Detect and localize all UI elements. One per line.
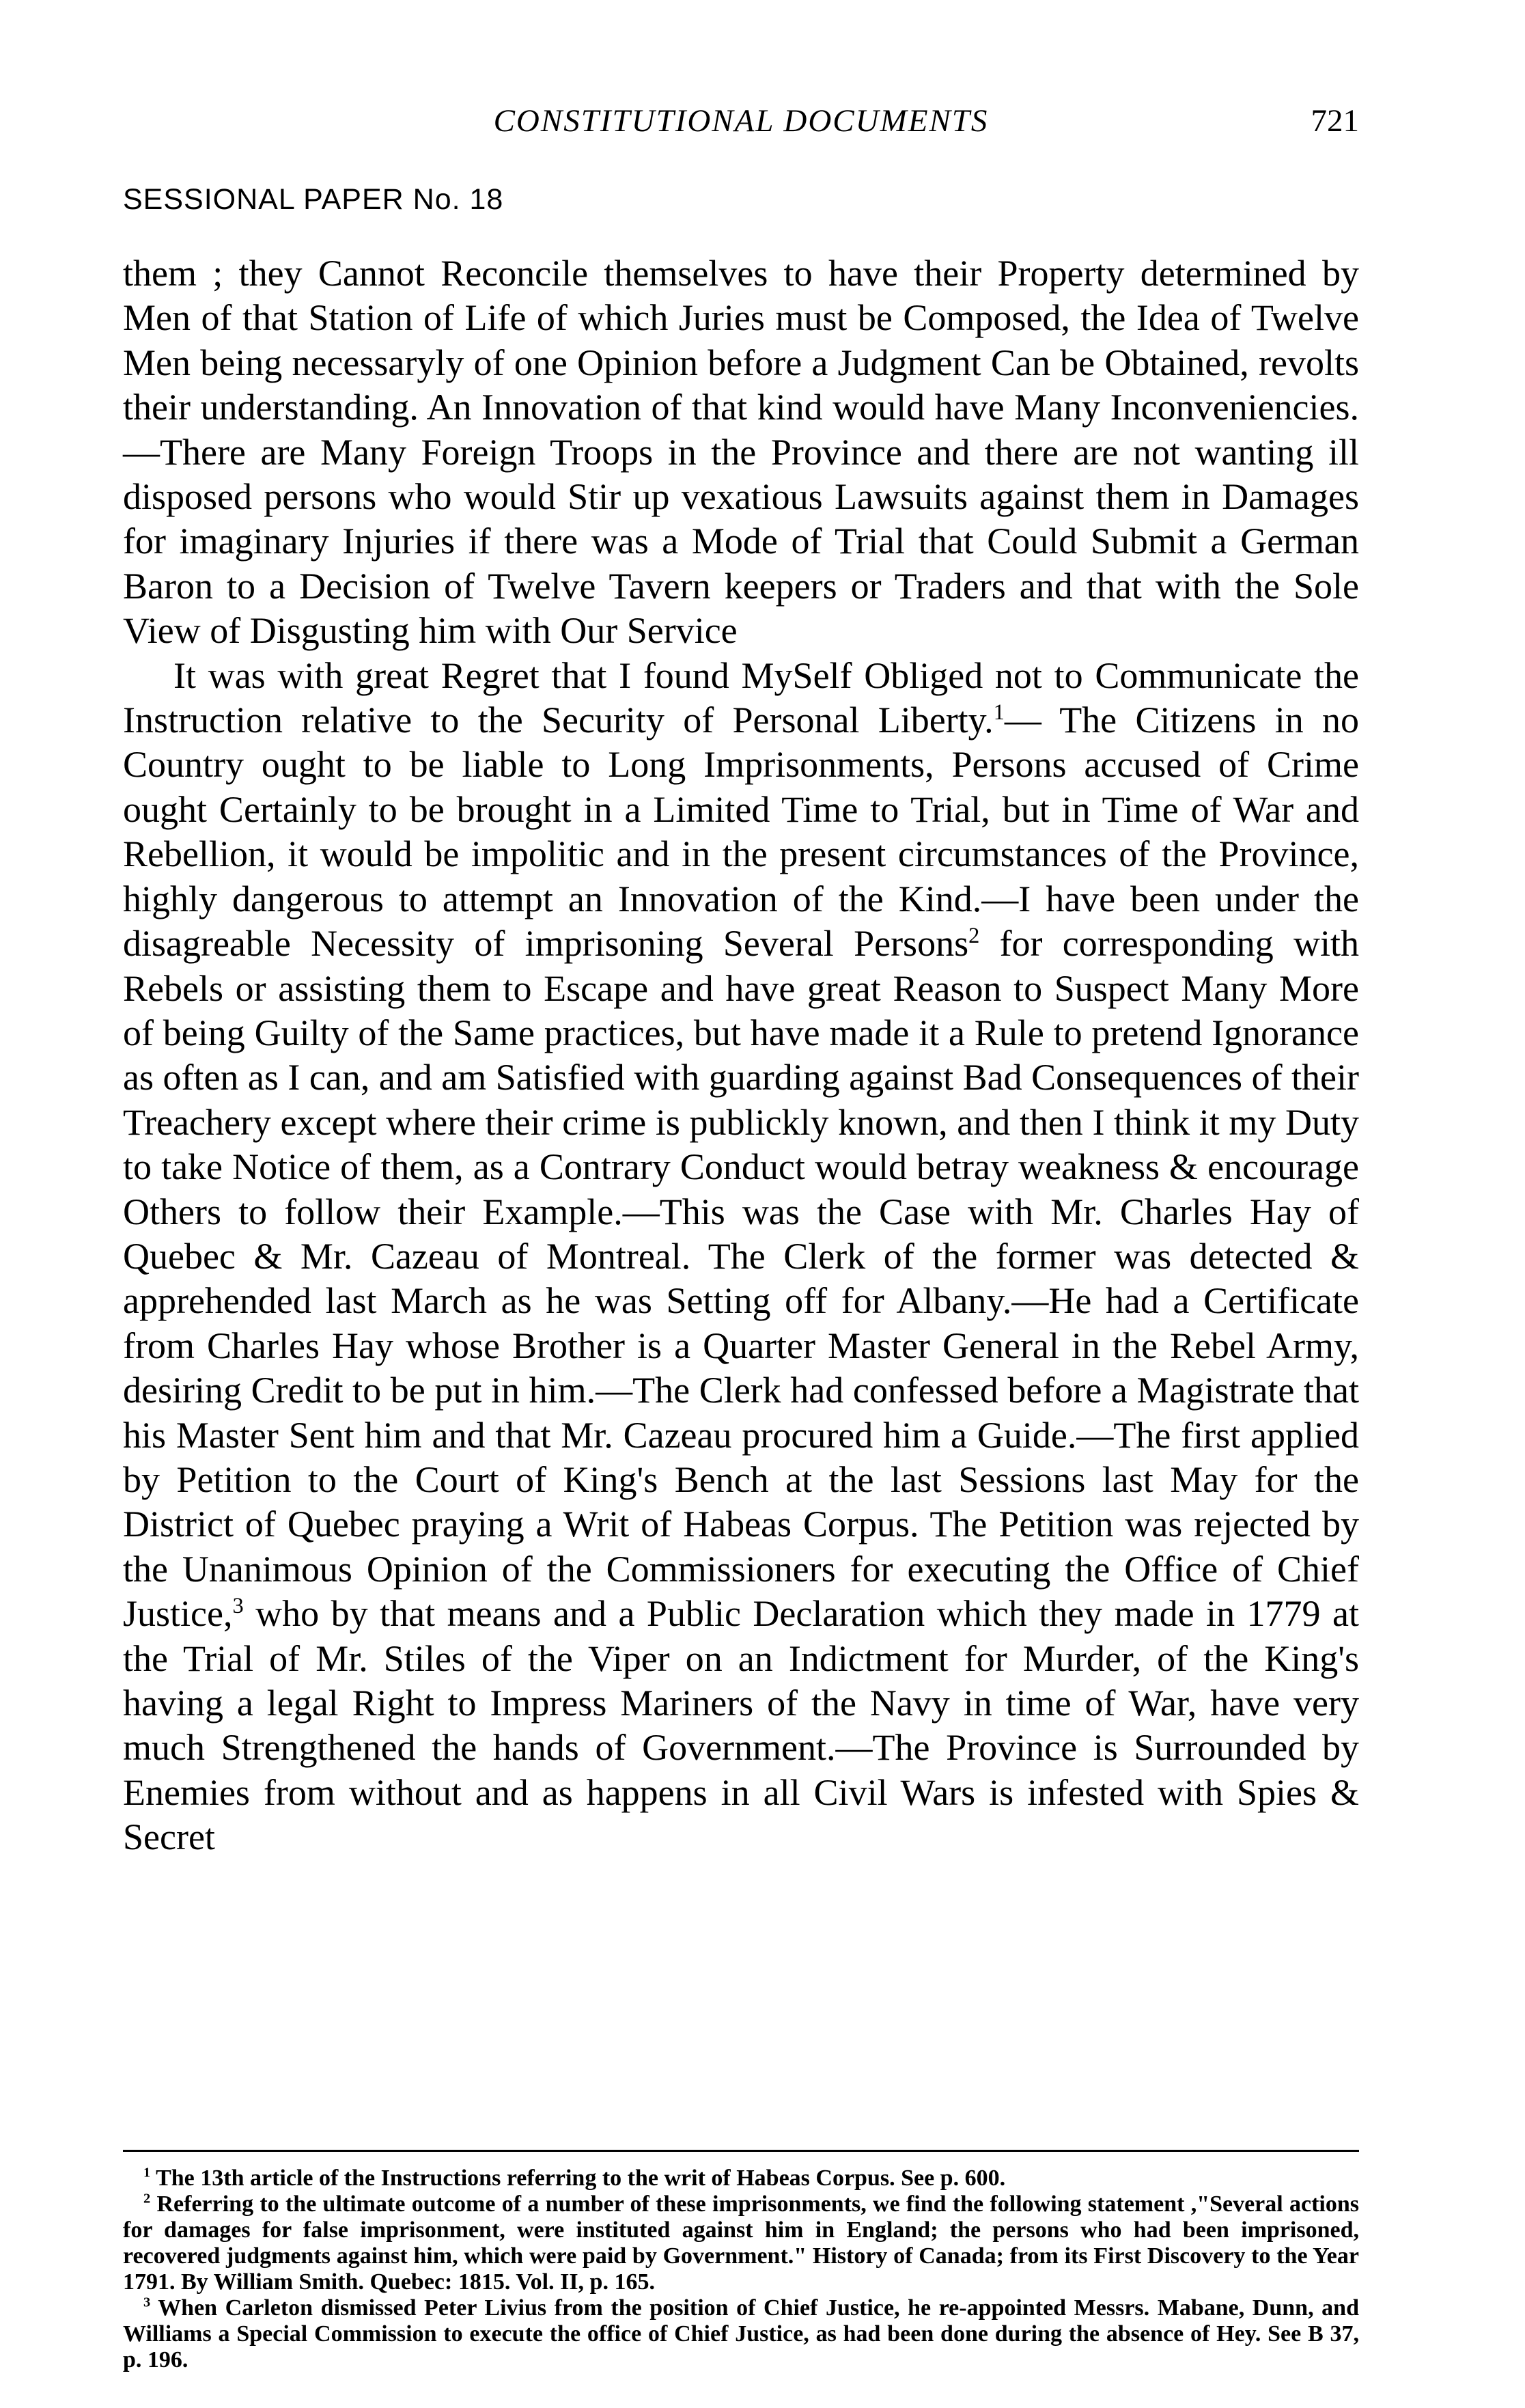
footnote-2	[123, 2191, 1359, 2295]
paragraph-2-part-c: for corresponding with Rebels or assisting them to Escape and have great Reason to Suspect Many More of being Guilty of the Same practices, but have made it a Rule to pretend Ignorance as often as I can, and am Satisfied with guarding against Bad Consequences of their Treachery except where their crime is publickly known, and then I think it my Duty to take Notice of them, as a Contrary Conduct would betray weakness & encourage Others to follow their Example.—This was the Case with Mr. Charles Hay of Quebec & Mr. Cazeau of Montreal. The Clerk of the former was detected & apprehended last March as he was Setting off for Albany.—He had a Certificate from Charles Hay whose Brother is a Quarter Master General in the Rebel Army, desiring Credit to be put in him.—The Clerk had confessed before a Magistrate that his Master Sent him and that Mr. Cazeau procured him a Guide.—The first applied by Petition to the Court of King's Bench at the last Sessions last May for the District of Quebec praying a Writ of Habeas Corpus. The Petition was rejected by the Unanimous Opinion of the Commissioners for executing the Office of Chief Justice,	[123, 923, 1360, 1635]
paragraph-2-part-d: who by that means and a Public Declaration which they made in 1779 at the Trial of Mr. Stiles of the Viper on an Indictment for Murder, of the King's having a legal Right to Impress Mariners of the Navy in time of War, have very much Strengthened the hands of Government.—The Province is Surrounded by Enemies from without and as happens in all Civil Wars is infested with Spies & Secret	[123, 1593, 1359, 1858]
footnote-ref-3: 3	[232, 1594, 244, 1619]
page-number: 721	[1311, 103, 1359, 139]
footnote-ref-1: 1	[993, 700, 1005, 725]
paragraph-1: them ; they Cannot Reconcile themselves to have their Property determined by Men of that Station of Life of which Juries must be Composed, the Idea of Twelve Men being necessaryly of one Opinion before a Judgment Can be Obtained, revolts their understanding. An Innovation of that kind would have Many Inconveniencies.—There are Many Foreign Troops in the Province and there are not wanting ill disposed persons who would Stir up vexatious Lawsuits against them in Damages for imaginary Injuries if there was a Mode of Trial that Could Submit a German Baron to a Decision of Twelve Tavern keepers or Traders and that with the Sole View of Disgusting him with Our Service	[123, 253, 1359, 652]
sessional-paper-label: SESSIONAL PAPER No. 18	[123, 183, 504, 216]
footnote-text: When Carleton dismissed Peter Livius from the position of Chief Justice, he re-appointed Messrs. Mabane, Dunn, and Williams a Special Commission to execute the office of Chief Justice, as had been done during the absence of Hey. See B 37, p. 196.	[123, 2295, 1359, 2372]
paragraph-2-part-a: It was with great Regret that I found MySelf Obliged not to Communicate the Instruction relative to the Security of Personal Liberty.	[123, 654, 1359, 741]
body-text	[123, 251, 1359, 1860]
footnote-3	[123, 2295, 1359, 2373]
running-head	[123, 102, 1359, 157]
paragraph-2-part-b: — The Citizens in no Country ought to be liable to Long Imprisonments, Persons accused of Crime ought Certainly to be brought in a Limited Time to Trial, but in Time of War and Rebellion, it would be impolitic and in the present circumstances of the Province, highly dangerous to attempt an Innovation of the Kind.—I have been under the disagreable Necessity of imprisoning Several Persons	[123, 700, 1359, 965]
footnote-divider	[123, 2150, 1359, 2152]
footnote-marker: 3	[143, 2295, 151, 2310]
footnote-ref-2: 2	[968, 924, 980, 949]
footnote-text: The 13th article of the Instructions referring to the writ of Habeas Corpus. See p. 600.	[150, 2165, 1006, 2191]
footnotes	[123, 2165, 1359, 2373]
footnote-marker: 2	[143, 2191, 151, 2206]
footnote-marker: 1	[143, 2165, 151, 2181]
footnote-text: Referring to the ultimate outcome of a number of these imprisonments, we find the following statement ,"Several actions for damages for false imprisonment, were instituted against him in England; the persons who had been imprisoned, recovered judgments against him, which were paid by Government." History of Canada; from its First Discovery to the Year 1791. By William Smith. Quebec: 1815. Vol. II, p. 165.	[123, 2191, 1359, 2295]
paragraph-2	[123, 654, 1359, 1860]
running-title: CONSTITUTIONAL DOCUMENTS	[493, 103, 989, 139]
footnote-1	[123, 2165, 1359, 2191]
